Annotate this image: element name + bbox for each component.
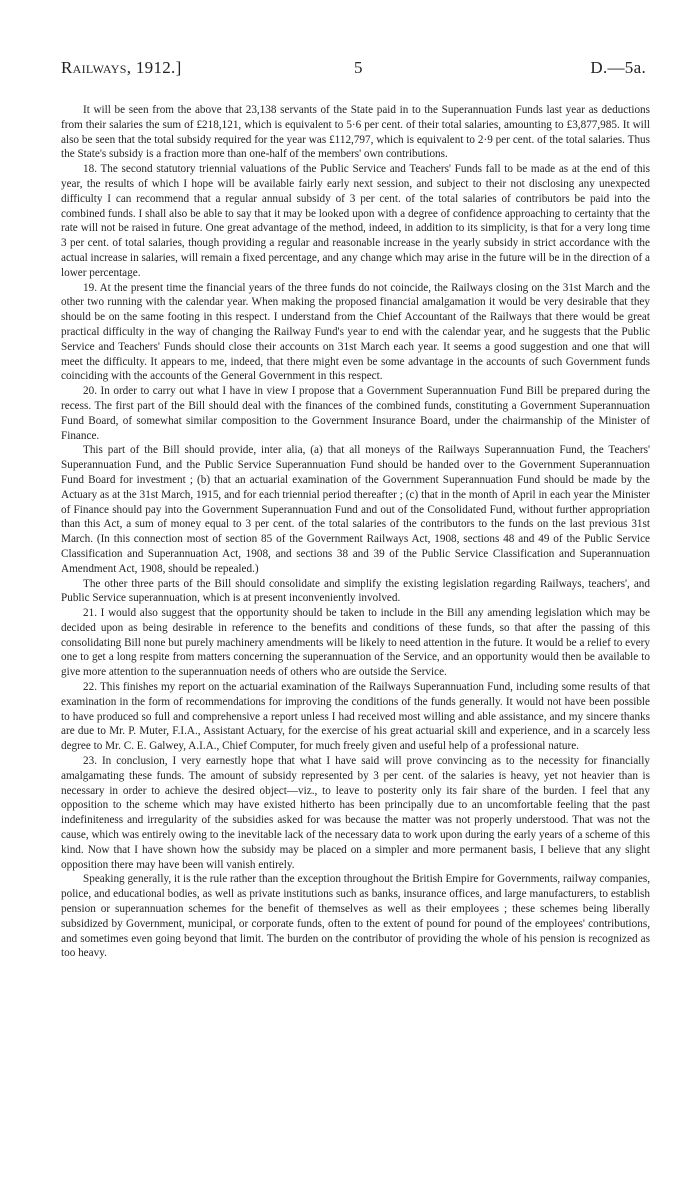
paragraph-19-financial-years: 19. At the present time the financial years of the three funds do not coincide, the Railways closing on the 31st March and the other two running with the calendar year. When making the proposed financial amalgamation it would be very desirable that they should be on the same footing in this respect. I understand from the Chief Accountant of the Railways that there would be great practical difficulty in the way of changing the Railway Fund's year to end with the calendar year, and he suggests that the Public Service and Teachers' Funds should close their accounts on 31st March each year. It seems a good suggestion and one that will meet the difficulty. It appears to me, indeed, that there might even be some advantage in the accounts of such Government funds coinciding with the accounts of the General Government in this respect. bbox=[61, 281, 650, 383]
paragraph-18-triennial-valuations: 18. The second statutory triennial valuations of the Public Service and Teachers' Funds fall to be made as at the end of this year, the results of which I hope will be available fairly early next session, and subject to their not disclosing any unexpected difficulty I can recommend that a regular annual subsidy of 3 per cent. of the total salaries of contributors be paid into the combined funds. I shall also be able to say that it may be looked upon with a degree of confidence approaching to certainty that the rate will not be raised in future. One great advantage of the method, indeed, in addition to its simplicity, is that for a very long time 3 per cent. of total salaries, though providing a regular and reasonable increase in the yearly subsidy in strict accordance with the actual increase in salaries, will remain a fixed percentage, and any change which may arise in the future will be in the direction of a lower percentage. bbox=[61, 163, 650, 279]
header-title: Railways, 1912.] bbox=[61, 58, 182, 77]
paragraph-23-conclusion: 23. In conclusion, I very earnestly hope that what I have said will prove convincing as to the necessity for financially amalgamating these funds. The amount of subsidy represented by 3 per cent. of the salaries is heavy, yet not heavier than is necessary in order to achieve the desired object—viz., to leave to posterity only its fair share of the burden. I feel that any opposition to the scheme which may have existed hitherto has been principally due to an uncomfortable feeling that the past indefiniteness and irregularity of the subsidies asked for was because the matter was not properly understood. That was not the cause, which was entirely owing to the inevitable lack of the necessary data to work upon during the early years of a scheme of this kind. Now that I have shown how the subsidy may be placed on a simpler and more permanent basis, I believe that any slight opposition there may have been will vanish entirely. bbox=[61, 755, 650, 871]
paragraph-22-acknowledgements: 22. This finishes my report on the actuarial examination of the Railways Superannuation Fund, including some results of that examination in the form of recommendations for improving the conditions of the funds generally. It would not have been possible to have produced so full and comprehensive a report unless I had received most willing and able assistance, and my sincere thanks are due to Mr. P. Muter, F.I.A., Assistant Actuary, for the exercise of his great actuarial skill and experience, and in a scarcely less degree to Mr. C. E. Galwey, A.I.A., Chief Computer, for much freely given and useful help of a professional nature. bbox=[61, 681, 650, 753]
report-body bbox=[61, 103, 650, 961]
paragraph-21-amending-legislation: 21. I would also suggest that the opportunity should be taken to include in the Bill any amending legislation which may be decided upon as being desirable in reference to the benefits and conditions of these funds, so that after the passing of this consolidating Bill none but purely machinery amendments will be likely to need attention in the future. It would be a relief to every one to get a long respite from matters concerning the superannuation of the Service, and an opportunity would then be available to give more attention to the superannuation needs of others who are outside the Service. bbox=[61, 607, 650, 679]
paragraph-superannuation-deductions: It will be seen from the above that 23,138 servants of the State paid in to the Superannuation Funds last year as deductions from their salaries the sum of £218,121, which is equivalent to 5·6 per cent. of their total salaries, amounting to £3,877,985. It will also be seen that the total subsidy required for the year was £112,797, which is equivalent to 2·9 per cent. of the total salaries. Thus the State's subsidy is a fraction more than one-half of the members' own contributions. bbox=[61, 104, 650, 161]
document-reference: D.—5a. bbox=[590, 58, 646, 77]
page-number: 5 bbox=[354, 58, 363, 77]
paragraph-speaking-generally: Speaking generally, it is the rule rather than the exception throughout the British Empire for Governments, railway companies, police, and educational bodies, as well as private institutions such as banks, insurance offices, and large manufacturers, to establish pension or superannuation schemes for the benefit of themselves as well as their employees ; these schemes being liberally subsidized by Government, municipal, or corporate funds, often to the extent of pound for pound of the employees' contributions, and sometimes even going beyond that limit. The burden on the contributor of providing the whole of his pension is recognized as too heavy. bbox=[61, 873, 650, 960]
paragraph-bill-provisions: This part of the Bill should provide, inter alia, (a) that all moneys of the Railways Superannuation Fund, the Teachers' Superannuation Fund, and the Public Service Superannuation Fund should be handed over to the Government Superannuation Fund Board for investment ; (b) that an actuarial examination of the Government Superannuation Fund should be made by the Actuary as at the 31st March, 1915, and for each triennial period thereafter ; (c) that in the month of April in each year the Minister of Finance should pay into the Government Superannuation Fund and out of the Consolidated Fund, without further appropriation than this Act, a sum of money equal to 3 per cent. of the total salaries of the contributors to the funds on the last previous 31st March. (In this connection most of section 85 of the Government Railways Act, 1908, sections 48 and 49 of the Public Service Classification and Superannuation Act, 1908, and sections 38 and 39 of the Public Service Classification and Superannuation Amendment Act, 1908, should be repealed.) bbox=[61, 444, 650, 575]
paragraph-consolidation: The other three parts of the Bill should consolidate and simplify the existing legislation regarding Railways, teachers', and Public Service superannuation, which is at present inconveniently involved. bbox=[61, 577, 650, 605]
running-header bbox=[61, 58, 650, 86]
paragraph-20-superannuation-bill: 20. In order to carry out what I have in view I propose that a Government Superannuation Fund Bill be prepared during the recess. The first part of the Bill should deal with the finances of the combined funds, constituting a Government Superannuation Fund Board, of somewhat similar composition to the Government Insurance Board, under the chairmanship of the Minister of Finance. bbox=[61, 385, 650, 442]
